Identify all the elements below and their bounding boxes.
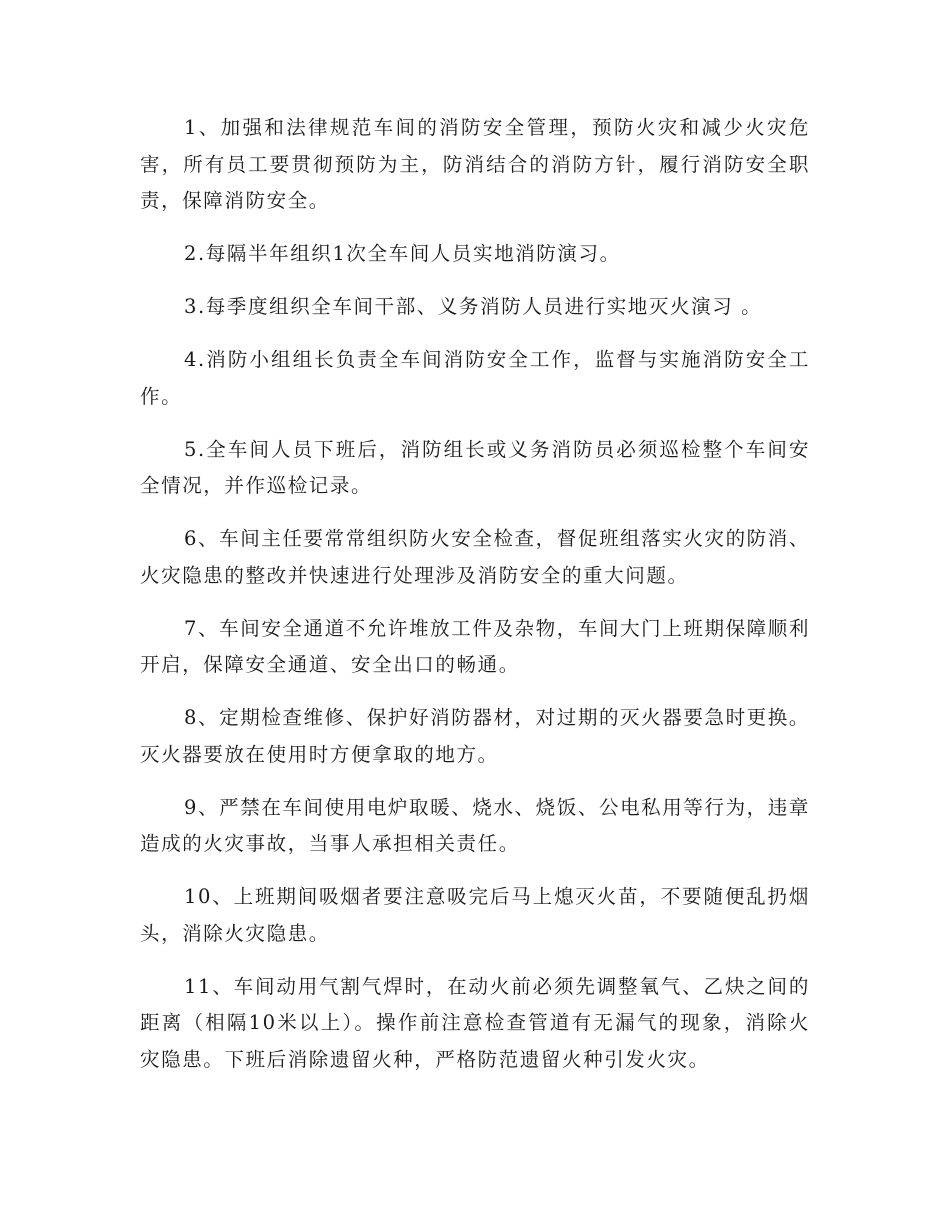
- document-body: [140, 110, 810, 1095]
- paragraph-10: 10、上班期间吸烟者要注意吸完后马上熄灭火苗，不要随便乱扔烟头，消除火灾隐患。: [140, 885, 810, 945]
- paragraph-2: 2.每隔半年组织1次全车间人员实地消防演习。: [184, 242, 621, 265]
- paragraph-7: 7、车间安全通道不允许堆放工件及杂物，车间大门上班期保障顺利开启，保障安全通道、安全出口的畅通。: [140, 616, 810, 676]
- paragraph-5: 5.全车间人员下班后，消防组长或义务消防员必须巡检整个车间安全情况，并作巡检记录。: [140, 437, 810, 497]
- paragraph-1: 1、加强和法律规范车间的消防安全管理，预防火灾和减少火灾危害，所有员工要贯彻预防为主，防消结合的消防方针，履行消防安全职责，保障消防安全。: [140, 116, 810, 212]
- paragraph-9: 9、严禁在车间使用电炉取暖、烧水、烧饭、公电私用等行为，违章造成的火灾事故，当事人承担相关责任。: [140, 795, 810, 855]
- paragraph-6: 6、车间主任要常常组织防火安全检查，督促班组落实火灾的防消、火灾隐患的整改并快速进行处理涉及消防安全的重大问题。: [140, 527, 810, 587]
- paragraph-4: 4.消防小组组长负责全车间消防安全工作，监督与实施消防安全工作。: [140, 348, 810, 408]
- paragraph-3: 3.每季度组织全车间干部、义务消防人员进行实地灭火演习 。: [184, 295, 763, 318]
- paragraph-8: 8、定期检查维修、保护好消防器材，对过期的灭火器要急时更换。灭火器要放在使用时方便拿取的地方。: [140, 706, 810, 766]
- paragraph-11: 11、车间动用气割气焊时，在动火前必须先调整氧气、乙炔之间的距离（相隔10米以上）。操作前注意检查管道有无漏气的现象，消除火灾隐患。下班后消除遗留火种，严格防范遗留火种引发火灾。: [140, 974, 810, 1071]
